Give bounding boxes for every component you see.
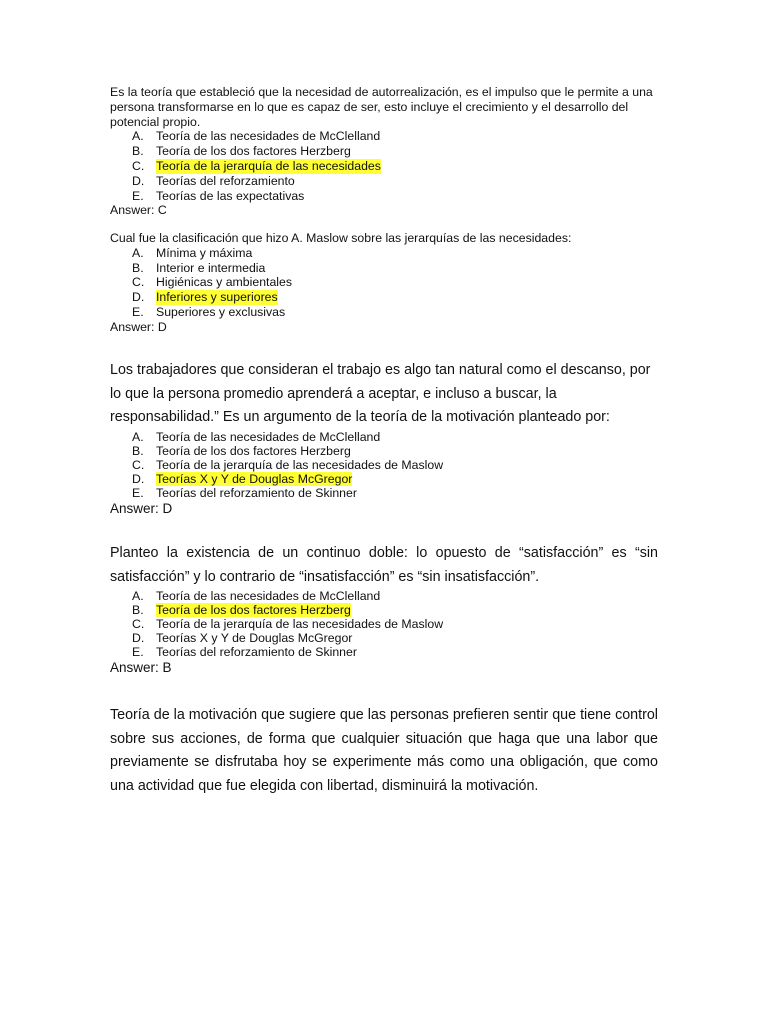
question-1-answer: Answer: C: [110, 203, 167, 218]
option-b: B. Teoría de los dos factores Herzberg: [132, 443, 351, 458]
option-c: C. Teoría de la jerarquía de las necesidades de Maslow: [132, 617, 444, 631]
option-b: B. Interior e intermedia: [132, 260, 266, 275]
option-d: D. Teorías X y Y de Douglas McGregor: [132, 631, 353, 645]
option-b: B. Teoría de los dos factores Herzberg: [132, 603, 351, 617]
option-e: E. Teorías de las expectativas: [132, 188, 305, 203]
highlighted-answer: Teorías X y Y de Douglas McGregor: [156, 471, 353, 486]
option-a: A. Teoría de las necesidades de McClelland: [132, 429, 381, 444]
highlighted-answer: Inferiores y superiores: [156, 290, 278, 305]
option-a: A. Teoría de las necesidades de McClelland: [132, 129, 381, 144]
question-2: [110, 231, 658, 335]
question-3-stem: Los trabajadores que consideran el trabajo es algo tan natural como el descanso, por lo que la persona promedio aprenderá a aceptar, e incluso a buscar, la responsabilidad.” Es un argumento de la teoría de la motivación planteado por:: [110, 362, 651, 425]
option-c: C. Higiénicas y ambientales: [132, 275, 293, 290]
question-4-stem: Planteo la existencia de un continuo doble: lo opuesto de “satisfacción” es “sin satisfacción” y lo contrario de “insatisfacción” es “sin insatisfacción”.: [110, 545, 658, 585]
question-1: [110, 85, 658, 218]
option-a: A. Mínima y máxima: [132, 245, 253, 260]
question-3-options: [110, 430, 658, 500]
question-4-answer: Answer: B: [110, 660, 172, 675]
option-b: B. Teoría de los dos factores Herzberg: [132, 144, 351, 159]
option-e: E. Superiores y exclusivas: [132, 304, 286, 319]
highlighted-answer: Teoría de la jerarquía de las necesidades: [156, 158, 381, 173]
option-c: C. Teoría de la jerarquía de las necesidades de Maslow: [132, 457, 444, 472]
question-5-stem: Teoría de la motivación que sugiere que las personas prefieren sentir que tiene control sobre sus acciones, de forma que cualquier situación que haga que una labor que previamente se disfrutaba hoy se experimente más como una obligación, que como una actividad que fue elegida con libertad, disminuirá la motivación.: [110, 707, 658, 794]
option-d: D. Teorías X y Y de Douglas McGregor: [132, 471, 353, 486]
question-3-answer: Answer: D: [110, 500, 173, 516]
highlighted-answer: Teoría de los dos factores Herzberg: [156, 603, 351, 617]
option-e: E. Teorías del reforzamiento de Skinner: [132, 485, 357, 500]
question-1-options: [110, 129, 658, 203]
question-4-options: [110, 589, 658, 659]
question-4: [110, 542, 658, 677]
question-2-answer: Answer: D: [110, 319, 167, 334]
question-2-stem: Cual fue la clasificación que hizo A. Maslow sobre las jerarquías de las necesidades:: [110, 231, 572, 245]
option-c: C. Teoría de la jerarquía de las necesidades: [132, 158, 381, 173]
option-d: D. Inferiores y superiores: [132, 290, 278, 305]
option-a: A. Teoría de las necesidades de McClelland: [132, 589, 381, 603]
option-d: D. Teorías del reforzamiento: [132, 173, 295, 188]
question-3: [110, 359, 658, 518]
question-1-stem: Es la teoría que estableció que la necesidad de autorrealización, es el impulso que le permite a una persona transformarse en lo que es capaz de ser, esto incluye el crecimiento y el desarrollo del potencial propio.: [110, 85, 653, 129]
question-5: [110, 704, 658, 798]
question-2-options: [110, 246, 658, 320]
option-e: E. Teorías del reforzamiento de Skinner: [132, 645, 357, 659]
